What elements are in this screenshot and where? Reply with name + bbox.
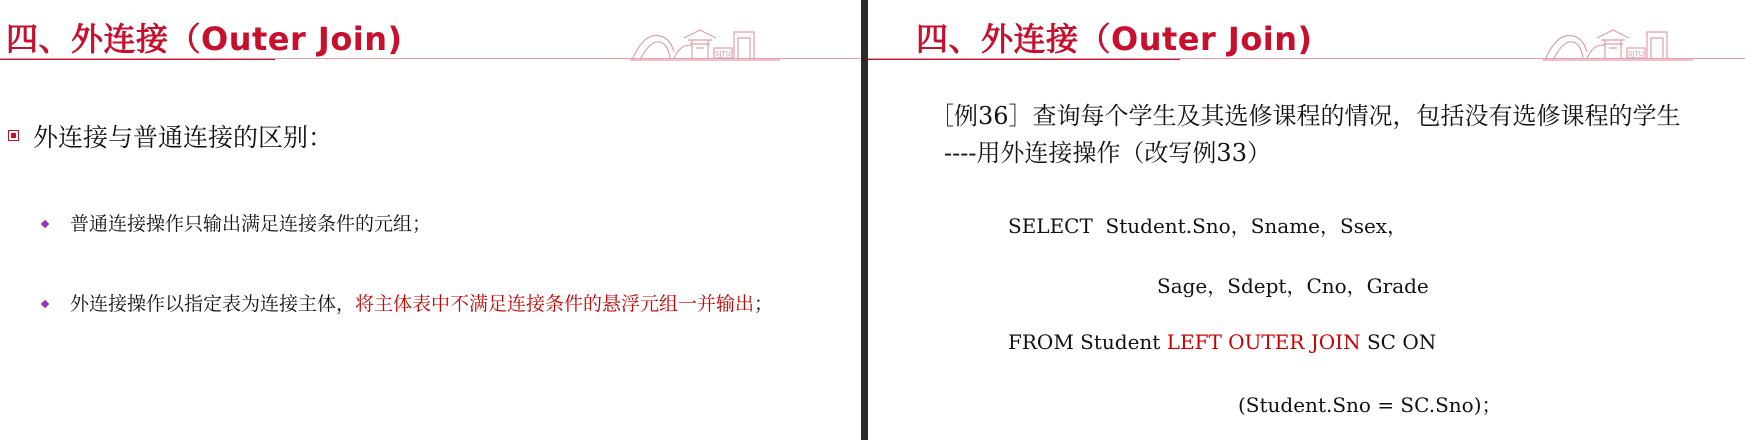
svg-text:SJTU: SJTU [1628,50,1644,58]
title-underline-accent [868,59,1180,60]
title-underline-accent [0,59,275,60]
svg-text:SJTU: SJTU [715,50,731,58]
sql-line: (Student.Sno = SC.Sno)； [1238,393,1502,417]
university-gate-logo-icon [1543,22,1693,64]
university-gate-logo-icon [630,22,780,64]
sub-point [40,209,431,236]
sub-point-tail: ； [754,293,774,315]
sql-line [1008,330,1436,354]
sub-point [40,289,773,316]
square-bullet-icon [8,130,19,141]
main-bullet [8,118,333,154]
diamond-bullet-icon [41,300,49,308]
slide-divider [861,0,868,440]
slide-left[interactable] [0,0,861,440]
sub-point-text: 普通连接操作只输出满足连接条件的元组； [70,213,432,235]
slide-title: 四、外连接（Outer Join) [916,20,1313,58]
example-subtitle: ----用外连接操作（改写例33） [944,139,1271,167]
slide-right[interactable] [868,0,1745,440]
example-description [930,98,1740,172]
sub-point-highlight: 将主体表中不满足连接条件的悬浮元组一并输出 [355,293,755,315]
main-bullet-text: 外连接与普通连接的区别： [33,123,334,152]
sql-from-clause: FROM Student [1008,330,1167,354]
sql-line: Sage，Sdept，Cno，Grade [1157,274,1429,298]
sql-line: SELECT Student.Sno，Sname，Ssex， [1008,214,1408,238]
diamond-bullet-icon [41,220,49,228]
sql-on-clause: SC ON [1360,330,1437,354]
example-title: ［例36］查询每个学生及其选修课程的情况，包括没有选修课程的学生 [930,102,1681,130]
sql-join-keyword: LEFT OUTER JOIN [1166,330,1361,354]
sub-point-text: 外连接操作以指定表为连接主体， [70,293,356,315]
slide-title: 四、外连接（Outer Join) [6,20,403,58]
